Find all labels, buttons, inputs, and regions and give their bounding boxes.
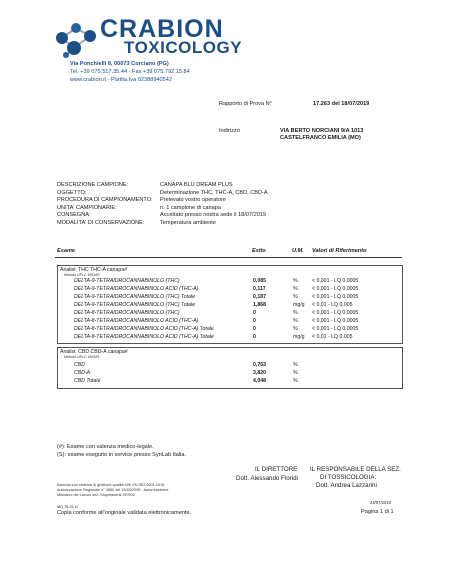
report-number-value: 17.263 del 18/07/2019 — [313, 101, 370, 107]
exam-value: 0 — [253, 334, 256, 340]
exam-reference: < 0,001 - LQ 0.0005 — [312, 310, 359, 316]
exam-value: 0,117 — [253, 286, 266, 292]
table-row — [58, 293, 402, 301]
results-table-header — [55, 247, 402, 258]
sample-info-row — [57, 212, 357, 220]
results-section-thc — [57, 265, 403, 344]
responsible-name: Dott. Andrea Lazzarini — [316, 482, 377, 489]
exam-name: DELTA-8-TETRAIDROCANNABINOLO (THC) — [74, 310, 180, 316]
exam-name: DELTA-8-TETRAIDROCANNABINOLO ACID (THC-A) Totale — [74, 334, 214, 340]
exam-value: 0,187 — [253, 294, 266, 300]
exam-unit: % — [293, 294, 298, 300]
exam-unit: mg/g — [293, 334, 305, 340]
report-number-label: Rapporto di Prova N° — [219, 101, 272, 107]
exam-name: DELTA-9-TETRAIDROCANNABINOLO ACID (THC-A) — [74, 286, 199, 292]
director-title: IL DIRETTORE — [255, 466, 298, 473]
exam-value: 1,868 — [253, 302, 266, 308]
footer-date: 24/07/2019 — [370, 500, 391, 505]
exam-name: DELTA-9-TETRAIDROCANNABINOLO (THC) — [74, 278, 180, 284]
exam-unit: % — [293, 370, 298, 376]
exam-name: DELTA-9-TETRAIDROCANNABINOLO (THC) Totale — [74, 302, 195, 308]
exam-name: DELTA-8-TETRAIDROCANNABINOLO ACID (THC-A) — [74, 318, 199, 324]
header-esame: Esame — [57, 248, 76, 254]
exam-value: 0 — [253, 326, 256, 332]
sample-info-row — [57, 197, 357, 205]
exam-unit: mg/g — [293, 302, 305, 308]
exam-unit: % — [293, 326, 298, 332]
table-row — [58, 317, 402, 325]
exam-reference: < 0,001 - LQ 0.0005 — [312, 318, 359, 324]
sample-info-label: CONSEGNA: — [57, 212, 91, 218]
cert-line: Autorizzazione Regionale n° 4850 del 15/03/2009 - Autorizzazione — [57, 488, 169, 492]
table-row — [58, 309, 402, 317]
header-ref: Valori di Riferimento — [312, 248, 367, 254]
exam-reference: < 0,01 - LQ 0.005 — [312, 302, 353, 308]
exam-name: DELTA-8-TETRAIDROCANNABINOLO ACID (THC-A) Totale — [74, 326, 214, 332]
molecule-logo-icon — [52, 18, 100, 58]
address-line2: CASTELFRANCO EMILIA (MO) — [280, 135, 361, 141]
cert-line: Azienda con sistema di gestione qualità UNI EN ISO 9001:2015 — [57, 483, 165, 487]
exam-reference: < 0,001 - LQ 0.0005 — [312, 286, 359, 292]
sample-info-label: OGGETTO: — [57, 189, 87, 196]
exam-unit: % — [293, 378, 298, 384]
exam-value: 0,763 — [253, 362, 266, 368]
table-row — [58, 277, 402, 285]
brand-address: Via Ponchielli 8, 00073 Corciano (PG) — [70, 61, 169, 67]
exam-value: 4,048 — [253, 378, 266, 384]
sample-info-label: MODALITA' DI CONSERVAZIONE: — [57, 219, 145, 226]
note-medico-legale: (#): Esame con valenza medico-legale. — [57, 444, 154, 450]
brand-subtitle: TOXICOLOGY — [124, 38, 243, 57]
sample-info-value: Determinazione THC, THC-A, CBD, CBD-A — [160, 189, 268, 196]
responsible-subtitle: DI TOSSICOLOGIA: — [320, 474, 377, 481]
exam-reference: < 0,01 - LQ 0.005 — [312, 334, 353, 340]
exam-value: 0 — [253, 318, 256, 324]
sample-info-value: Accettato presso nostra sede il 18/07/2019 — [160, 212, 267, 218]
table-row — [58, 301, 402, 309]
section-title: Analisi: CBD CBD-A canapa# — [60, 349, 128, 355]
sample-info-value: CANAPA BLU DREAM PLUS — [160, 182, 233, 188]
exam-reference: < 0,001 - LQ 0.0005 — [312, 294, 359, 300]
table-row — [58, 377, 402, 385]
address-label: Indirizzo — [219, 128, 240, 134]
exam-name: DELTA-9-TETRAIDROCANNABINOLO (THC) Totale — [74, 294, 195, 300]
certifications — [57, 483, 169, 498]
exam-reference: < 0,001 - LQ 0.0005 — [312, 278, 359, 284]
footer-code: MO 75-01 D — [57, 505, 78, 509]
responsible-title: IL RESPONSABILE DELLA SEZ. — [310, 466, 401, 473]
table-row — [58, 325, 402, 333]
table-row — [58, 333, 402, 341]
page-number: Pagina 1 di 1 — [361, 509, 394, 515]
footer-copy-note: Copia conforme all'originale validata elettronicamente. — [57, 510, 192, 516]
address-line1: VIA BERTO NORCIANI 9/A 1013 — [280, 128, 364, 134]
exam-name: CBD — [74, 362, 85, 368]
exam-value: 0,085 — [253, 278, 266, 284]
exam-value: 0 — [253, 310, 256, 316]
table-row — [58, 285, 402, 293]
sample-info-label: UNITA' CAMPIONARIE: — [57, 204, 117, 211]
note-service: (S): esame eseguito in service presso SynLab Italia. — [57, 452, 187, 458]
brand-web: www.crabion.it - Partita.Iva 02388940542 — [70, 77, 172, 83]
brand-name: CRABION — [100, 15, 224, 43]
sample-info-row — [57, 190, 357, 198]
header-esito: Esito — [252, 248, 266, 254]
exam-name: CBD Totale — [74, 378, 101, 384]
cert-line: Ministero del Lavoro sez. Stupefacenti SP/002 — [57, 493, 135, 497]
sample-info — [57, 182, 357, 227]
sample-info-label: PROCEDURA DI CAMPIONAMENTO: — [57, 197, 153, 203]
exam-unit: % — [293, 286, 298, 292]
sample-info-value: Prelevato vostro operatore — [160, 197, 226, 203]
table-row — [58, 369, 402, 377]
exam-unit: % — [293, 310, 298, 316]
sample-info-value: n. 1 campione di canapa — [160, 204, 221, 211]
exam-unit: % — [293, 362, 298, 368]
section-method: Metodo UPLC MS-MS — [64, 273, 100, 277]
sample-info-row — [57, 205, 357, 213]
section-method: Metodo UPLC MS/MS — [64, 355, 100, 359]
sample-info-row — [57, 220, 357, 228]
exam-reference: < 0,001 - LQ 0.0005 — [312, 326, 359, 332]
section-title: Analisi: THC THC-A canapa# — [60, 267, 127, 273]
sample-info-value: Temperatura ambiente — [160, 219, 216, 226]
exam-unit: % — [293, 318, 298, 324]
exam-name: CBD-A — [74, 370, 91, 376]
table-row — [58, 361, 402, 369]
brand-phone: Tel. +39 075.517.35.44 - Fax +39 075.792.15.84 — [70, 69, 190, 75]
director-name: Dott. Alessando Floridi — [236, 475, 298, 482]
header-um: U.M. — [292, 248, 304, 254]
sample-info-row — [57, 182, 357, 190]
exam-unit: % — [293, 278, 298, 284]
sample-info-label: DESCRIZIONE CAMPIONE: — [57, 182, 129, 188]
results-section-cbd — [57, 347, 403, 389]
exam-value: 3,820 — [253, 370, 266, 376]
